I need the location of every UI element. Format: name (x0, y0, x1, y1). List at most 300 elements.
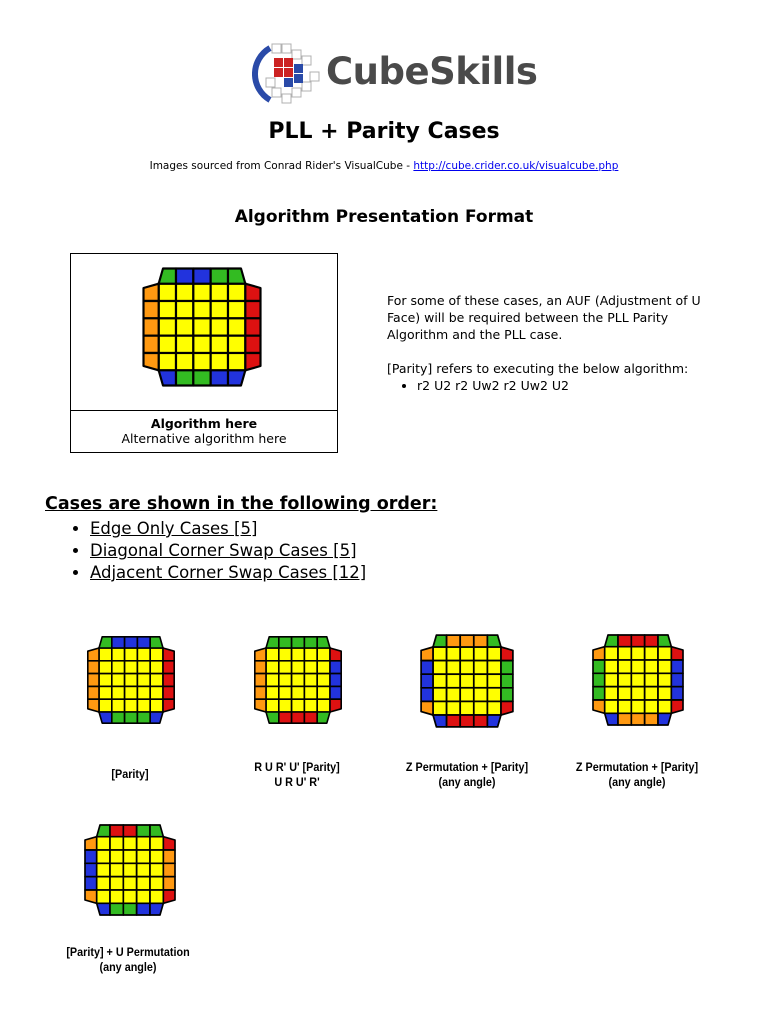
left-edge-sticker (255, 648, 266, 661)
face-sticker (176, 353, 193, 370)
face-sticker (97, 837, 110, 850)
face-sticker (228, 301, 245, 318)
order-heading: Cases are shown in the following order: (45, 494, 438, 514)
face-sticker (474, 674, 488, 688)
face-sticker (159, 353, 176, 370)
left-edge-sticker (421, 661, 433, 675)
face-sticker (433, 701, 447, 715)
bottom-edge-sticker (433, 715, 447, 727)
top-edge-sticker (304, 637, 317, 648)
face-sticker (150, 837, 163, 850)
face-sticker (487, 674, 501, 688)
face-sticker (304, 661, 317, 674)
face-sticker (211, 353, 228, 370)
face-sticker (279, 674, 292, 687)
face-sticker (110, 877, 123, 890)
face-sticker (123, 863, 136, 876)
left-edge-sticker (144, 301, 159, 318)
face-sticker (228, 318, 245, 335)
face-sticker (123, 877, 136, 890)
bottom-edge-sticker (645, 713, 658, 725)
face-sticker (433, 647, 447, 661)
bottom-edge-sticker (150, 903, 163, 915)
face-sticker (266, 686, 279, 699)
face-sticker (487, 688, 501, 702)
face-sticker (460, 647, 474, 661)
left-edge-sticker (88, 699, 99, 712)
face-sticker (279, 648, 292, 661)
face-sticker (150, 674, 163, 687)
top-edge-sticker (228, 269, 245, 284)
top-edge-sticker (150, 825, 163, 837)
face-sticker (658, 660, 671, 673)
diagonal-swap-link[interactable]: Diagonal Corner Swap Cases [5] (90, 541, 357, 560)
top-edge-sticker (123, 825, 136, 837)
bottom-edge-sticker (137, 903, 150, 915)
face-sticker (159, 284, 176, 301)
face-sticker (279, 686, 292, 699)
face-sticker (211, 284, 228, 301)
face-sticker (487, 647, 501, 661)
top-edge-sticker (460, 635, 474, 647)
face-sticker (125, 686, 138, 699)
face-sticker (112, 648, 125, 661)
face-sticker (150, 863, 163, 876)
right-edge-sticker (163, 674, 174, 687)
right-edge-sticker (330, 674, 341, 687)
face-sticker (112, 699, 125, 712)
top-edge-sticker (110, 825, 123, 837)
right-edge-sticker (245, 301, 260, 318)
face-sticker (605, 660, 618, 673)
bottom-edge-sticker (474, 715, 488, 727)
example-algorithm: Algorithm here (150, 416, 258, 431)
face-sticker (125, 674, 138, 687)
top-edge-sticker (618, 635, 631, 647)
left-edge-sticker (593, 647, 605, 660)
top-edge-sticker (433, 635, 447, 647)
face-sticker (159, 301, 176, 318)
case-cube (416, 630, 518, 736)
face-sticker (460, 701, 474, 715)
bottom-edge-sticker (176, 370, 193, 385)
right-edge-sticker (501, 701, 513, 715)
left-edge-sticker (255, 686, 266, 699)
left-edge-sticker (85, 850, 97, 863)
face-sticker (112, 686, 125, 699)
face-sticker (618, 687, 631, 700)
face-sticker (193, 284, 210, 301)
face-sticker (487, 661, 501, 675)
bottom-edge-sticker (279, 712, 292, 723)
top-edge-sticker (266, 637, 279, 648)
right-edge-sticker (163, 661, 174, 674)
face-sticker (474, 661, 488, 675)
face-sticker (211, 301, 228, 318)
face-sticker (631, 700, 644, 713)
bottom-edge-sticker (159, 370, 176, 385)
right-edge-sticker (330, 648, 341, 661)
cube-diagram (80, 820, 180, 920)
caption-line: U R U' R' (274, 775, 320, 789)
face-sticker (266, 674, 279, 687)
page-title: PLL + Parity Cases (268, 119, 500, 144)
caption-line: (any angle) (608, 775, 666, 789)
face-sticker (228, 353, 245, 370)
face-sticker (99, 699, 112, 712)
case-caption (221, 760, 374, 790)
case-cube (588, 630, 688, 734)
bottom-edge-sticker (292, 712, 305, 723)
cube-diagram (250, 632, 346, 728)
face-sticker (304, 699, 317, 712)
face-sticker (266, 648, 279, 661)
format-heading: Algorithm Presentation Format (234, 207, 534, 227)
bottom-edge-sticker (228, 370, 245, 385)
right-edge-sticker (671, 700, 683, 713)
parity-note: [Parity] refers to executing the below algorithm: (387, 361, 689, 376)
cubeskills-logo-icon (252, 36, 332, 112)
left-edge-sticker (421, 701, 433, 715)
bottom-edge-sticker (125, 712, 138, 723)
top-edge-sticker (193, 269, 210, 284)
bottom-edge-sticker (110, 903, 123, 915)
credit-text: Images sourced from Conrad Rider's VisualCube - (149, 160, 414, 172)
face-sticker (99, 674, 112, 687)
face-sticker (193, 301, 210, 318)
face-sticker (97, 877, 110, 890)
left-edge-sticker (593, 687, 605, 700)
face-sticker (605, 687, 618, 700)
left-edge-sticker (88, 661, 99, 674)
left-edge-sticker (255, 699, 266, 712)
case-caption (54, 767, 207, 782)
face-sticker (176, 284, 193, 301)
right-edge-sticker (245, 336, 260, 353)
face-sticker (97, 850, 110, 863)
right-edge-sticker (245, 284, 260, 301)
face-sticker (317, 648, 330, 661)
face-sticker (211, 318, 228, 335)
face-sticker (317, 699, 330, 712)
face-sticker (159, 318, 176, 335)
face-sticker (110, 850, 123, 863)
face-sticker (618, 700, 631, 713)
caption-line: (any angle) (438, 775, 496, 789)
face-sticker (304, 648, 317, 661)
face-sticker (176, 301, 193, 318)
face-sticker (97, 890, 110, 903)
bottom-edge-sticker (304, 712, 317, 723)
face-sticker (658, 647, 671, 660)
right-edge-sticker (163, 837, 175, 850)
face-sticker (150, 877, 163, 890)
cube-diagram (416, 630, 518, 732)
face-sticker (447, 701, 461, 715)
face-sticker (292, 661, 305, 674)
face-sticker (125, 699, 138, 712)
caption-line: [Parity] + U Permutation (66, 945, 190, 959)
face-sticker (447, 647, 461, 661)
face-sticker (433, 674, 447, 688)
right-edge-sticker (671, 687, 683, 700)
left-edge-sticker (85, 877, 97, 890)
bottom-edge-sticker (631, 713, 644, 725)
bottom-edge-sticker (317, 712, 330, 723)
case-cube (83, 632, 179, 732)
face-sticker (433, 688, 447, 702)
face-sticker (658, 687, 671, 700)
list-item[interactable] (90, 562, 366, 584)
face-sticker (112, 674, 125, 687)
right-edge-sticker (245, 353, 260, 370)
right-edge-sticker (163, 699, 174, 712)
adjacent-swap-link[interactable]: Adjacent Corner Swap Cases [12] (90, 563, 367, 582)
left-edge-sticker (144, 284, 159, 301)
face-sticker (605, 647, 618, 660)
right-edge-sticker (163, 850, 175, 863)
bottom-edge-sticker (447, 715, 461, 727)
bottom-edge-sticker (150, 712, 163, 723)
right-edge-sticker (330, 699, 341, 712)
face-sticker (150, 699, 163, 712)
face-sticker (433, 661, 447, 675)
face-sticker (150, 686, 163, 699)
top-edge-sticker (99, 637, 112, 648)
face-sticker (292, 686, 305, 699)
caption-line: R U R' U' [Parity] (254, 760, 340, 774)
face-sticker (266, 699, 279, 712)
face-sticker (447, 661, 461, 675)
left-edge-sticker (255, 661, 266, 674)
bottom-edge-sticker (193, 370, 210, 385)
bottom-edge-sticker (211, 370, 228, 385)
top-edge-sticker (605, 635, 618, 647)
left-edge-sticker (85, 863, 97, 876)
case-caption (561, 760, 714, 790)
cube-diagram (137, 262, 267, 392)
top-edge-sticker (447, 635, 461, 647)
face-sticker (112, 661, 125, 674)
face-sticker (631, 673, 644, 686)
face-sticker (110, 863, 123, 876)
face-sticker (645, 647, 658, 660)
notes (387, 292, 717, 394)
face-sticker (474, 701, 488, 715)
face-sticker (125, 661, 138, 674)
face-sticker (645, 673, 658, 686)
face-sticker (97, 863, 110, 876)
top-edge-sticker (658, 635, 671, 647)
example-cube (137, 262, 267, 396)
face-sticker (474, 688, 488, 702)
right-edge-sticker (163, 648, 174, 661)
case-caption (52, 945, 205, 975)
case-order-list (62, 518, 366, 584)
face-sticker (317, 661, 330, 674)
caption-line: Z Permutation + [Parity] (575, 760, 699, 774)
visualcube-link[interactable]: http://cube.crider.co.uk/visualcube.php (413, 160, 619, 172)
cube-diagram (588, 630, 688, 730)
right-edge-sticker (245, 318, 260, 335)
face-sticker (137, 837, 150, 850)
face-sticker (110, 837, 123, 850)
case-caption (391, 760, 544, 790)
list-item[interactable] (90, 518, 366, 540)
list-item[interactable] (90, 540, 366, 562)
face-sticker (150, 850, 163, 863)
top-edge-sticker (97, 825, 110, 837)
face-sticker (125, 648, 138, 661)
face-sticker (137, 850, 150, 863)
face-sticker (645, 687, 658, 700)
face-sticker (99, 686, 112, 699)
face-sticker (137, 661, 150, 674)
face-sticker (474, 647, 488, 661)
face-sticker (605, 673, 618, 686)
face-sticker (292, 699, 305, 712)
face-sticker (193, 336, 210, 353)
face-sticker (618, 647, 631, 660)
face-sticker (447, 688, 461, 702)
caption-line: [Parity] (111, 767, 149, 781)
face-sticker (304, 686, 317, 699)
left-edge-sticker (88, 674, 99, 687)
top-edge-sticker (137, 637, 150, 648)
face-sticker (460, 661, 474, 675)
face-sticker (658, 700, 671, 713)
right-edge-sticker (501, 688, 513, 702)
face-sticker (137, 686, 150, 699)
left-edge-sticker (88, 648, 99, 661)
left-edge-sticker (421, 647, 433, 661)
right-edge-sticker (671, 647, 683, 660)
top-edge-sticker (176, 269, 193, 284)
right-edge-sticker (163, 890, 175, 903)
right-edge-sticker (163, 877, 175, 890)
bottom-edge-sticker (487, 715, 501, 727)
left-edge-sticker (144, 353, 159, 370)
face-sticker (618, 673, 631, 686)
left-edge-sticker (593, 673, 605, 686)
bottom-edge-sticker (618, 713, 631, 725)
left-edge-sticker (144, 318, 159, 335)
bottom-edge-sticker (97, 903, 110, 915)
face-sticker (150, 661, 163, 674)
face-sticker (137, 699, 150, 712)
top-edge-sticker (125, 637, 138, 648)
face-sticker (266, 661, 279, 674)
face-sticker (460, 674, 474, 688)
example-box (70, 253, 338, 453)
bottom-edge-sticker (99, 712, 112, 723)
face-sticker (99, 661, 112, 674)
left-edge-sticker (85, 837, 97, 850)
left-edge-sticker (421, 688, 433, 702)
face-sticker (150, 890, 163, 903)
face-sticker (137, 674, 150, 687)
face-sticker (631, 660, 644, 673)
face-sticker (317, 674, 330, 687)
left-edge-sticker (88, 686, 99, 699)
left-edge-sticker (255, 674, 266, 687)
face-sticker (317, 686, 330, 699)
auf-note: For some of these cases, an AUF (Adjustment of U Face) will be required between the PLL Parity Algorithm and the PLL case. (387, 293, 701, 342)
face-sticker (123, 850, 136, 863)
right-edge-sticker (501, 647, 513, 661)
caption-line: (any angle) (99, 960, 157, 974)
face-sticker (292, 648, 305, 661)
face-sticker (123, 837, 136, 850)
top-edge-sticker (137, 825, 150, 837)
face-sticker (460, 688, 474, 702)
face-sticker (137, 863, 150, 876)
top-edge-sticker (317, 637, 330, 648)
top-edge-sticker (474, 635, 488, 647)
face-sticker (631, 687, 644, 700)
face-sticker (304, 674, 317, 687)
top-edge-sticker (292, 637, 305, 648)
bottom-edge-sticker (460, 715, 474, 727)
bottom-edge-sticker (605, 713, 618, 725)
parity-algorithm: • r2 U2 r2 Uw2 r2 Uw2 U2 (417, 377, 717, 394)
top-edge-sticker (159, 269, 176, 284)
top-edge-sticker (631, 635, 644, 647)
left-edge-sticker (85, 890, 97, 903)
face-sticker (176, 318, 193, 335)
face-sticker (193, 318, 210, 335)
edge-only-link[interactable]: Edge Only Cases [5] (90, 519, 258, 538)
right-edge-sticker (501, 661, 513, 675)
image-credit (0, 160, 768, 172)
face-sticker (645, 660, 658, 673)
face-sticker (137, 877, 150, 890)
bottom-edge-sticker (658, 713, 671, 725)
face-sticker (658, 673, 671, 686)
face-sticker (159, 336, 176, 353)
top-edge-sticker (279, 637, 292, 648)
face-sticker (137, 648, 150, 661)
bottom-edge-sticker (123, 903, 136, 915)
right-edge-sticker (163, 686, 174, 699)
bottom-edge-sticker (137, 712, 150, 723)
right-edge-sticker (501, 674, 513, 688)
face-sticker (211, 336, 228, 353)
face-sticker (137, 890, 150, 903)
face-sticker (447, 674, 461, 688)
example-alternative: Alternative algorithm here (121, 431, 287, 446)
face-sticker (123, 890, 136, 903)
caption-line: Z Permutation + [Parity] (405, 760, 529, 774)
right-edge-sticker (163, 863, 175, 876)
brand-name: CubeSkills (326, 50, 538, 93)
face-sticker (176, 336, 193, 353)
bottom-edge-sticker (112, 712, 125, 723)
left-edge-sticker (593, 700, 605, 713)
left-edge-sticker (421, 674, 433, 688)
face-sticker (228, 284, 245, 301)
face-sticker (631, 647, 644, 660)
top-edge-sticker (150, 637, 163, 648)
face-sticker (228, 336, 245, 353)
face-sticker (99, 648, 112, 661)
top-edge-sticker (211, 269, 228, 284)
case-cube (250, 632, 346, 732)
top-edge-sticker (487, 635, 501, 647)
face-sticker (110, 890, 123, 903)
face-sticker (605, 700, 618, 713)
face-sticker (150, 648, 163, 661)
